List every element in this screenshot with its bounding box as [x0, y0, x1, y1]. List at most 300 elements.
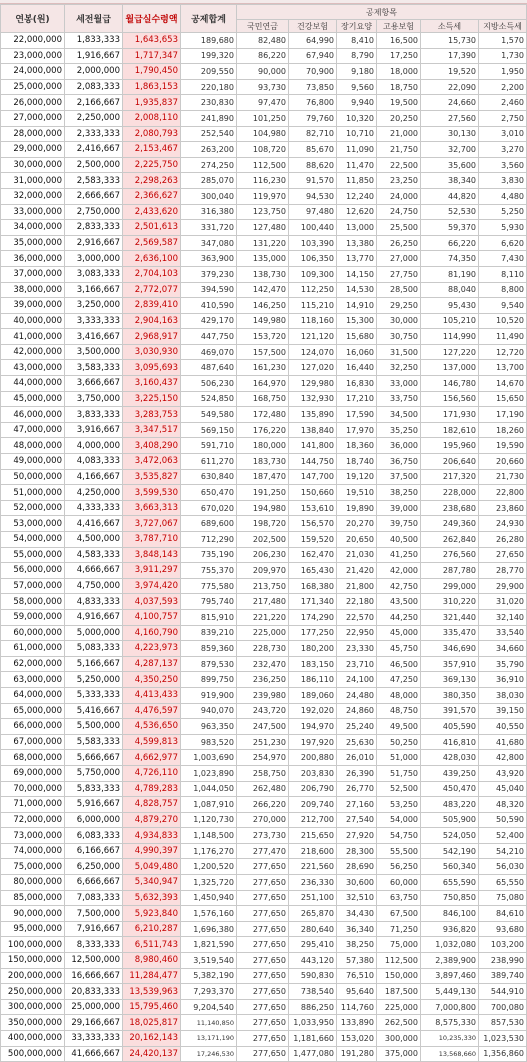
- table-row: [1, 859, 527, 875]
- cell-ltc: 24,860: [337, 703, 377, 719]
- cell-ltc: 26,770: [337, 781, 377, 797]
- table-row: [1, 391, 527, 407]
- cell-income-tax: 22,090: [421, 79, 479, 95]
- cell-annual-salary: 35,000,000: [1, 235, 65, 251]
- cell-deduction-total: 940,070: [181, 703, 237, 719]
- cell-deduction-total: 300,040: [181, 188, 237, 204]
- cell-deduction-total: 410,590: [181, 298, 237, 314]
- cell-monthly-net: 2,433,620: [123, 204, 181, 220]
- cell-monthly-net: 3,663,313: [123, 500, 181, 516]
- cell-monthly-net: 3,727,067: [123, 516, 181, 532]
- cell-employment: 20,250: [377, 110, 421, 126]
- cell-ltc: 13,770: [337, 251, 377, 267]
- cell-employment: 67,500: [377, 906, 421, 922]
- table-row: [1, 578, 527, 594]
- cell-deduction-total: 1,023,890: [181, 765, 237, 781]
- cell-annual-salary: 45,000,000: [1, 391, 65, 407]
- cell-annual-salary: 48,000,000: [1, 438, 65, 454]
- cell-deduction-total: 1,120,730: [181, 812, 237, 828]
- table-row: [1, 719, 527, 735]
- cell-monthly-net: 11,284,477: [123, 968, 181, 984]
- cell-ltc: 21,030: [337, 547, 377, 563]
- cell-ltc: 36,340: [337, 921, 377, 937]
- cell-health: 91,570: [289, 173, 337, 189]
- cell-income-tax: 483,220: [421, 797, 479, 813]
- cell-deduction-total: 815,910: [181, 609, 237, 625]
- cell-income-tax: 114,990: [421, 329, 479, 345]
- cell-employment: 49,500: [377, 719, 421, 735]
- cell-annual-salary: 29,000,000: [1, 142, 65, 158]
- cell-monthly-net: 4,934,833: [123, 828, 181, 844]
- cell-health: 141,800: [289, 438, 337, 454]
- cell-annual-salary: 80,000,000: [1, 875, 65, 891]
- cell-pension: 228,730: [237, 641, 289, 657]
- cell-health: 171,340: [289, 594, 337, 610]
- table-row: [1, 563, 527, 579]
- cell-ltc: 17,970: [337, 422, 377, 438]
- cell-ltc: 9,180: [337, 64, 377, 80]
- cell-annual-salary: 31,000,000: [1, 173, 65, 189]
- cell-income-tax: 88,040: [421, 282, 479, 298]
- cell-annual-salary: 46,000,000: [1, 407, 65, 423]
- cell-pension: 258,750: [237, 765, 289, 781]
- cell-health: 174,290: [289, 609, 337, 625]
- table-row: [1, 251, 527, 267]
- cell-pension: 108,720: [237, 142, 289, 158]
- cell-ltc: 8,790: [337, 48, 377, 64]
- cell-monthly-net: 2,772,077: [123, 282, 181, 298]
- cell-deduction-total: 3,519,540: [181, 953, 237, 969]
- cell-deduction-total: 1,325,720: [181, 875, 237, 891]
- cell-income-tax: 137,000: [421, 360, 479, 376]
- cell-income-tax: 127,220: [421, 344, 479, 360]
- cell-monthly-gross: 5,083,333: [65, 641, 123, 657]
- cell-employment: 26,250: [377, 235, 421, 251]
- cell-monthly-net: 5,049,480: [123, 859, 181, 875]
- cell-income-tax: 19,520: [421, 64, 479, 80]
- cell-local-tax: 28,770: [479, 563, 527, 579]
- cell-annual-salary: 64,000,000: [1, 687, 65, 703]
- cell-deduction-total: 9,204,540: [181, 999, 237, 1015]
- cell-income-tax: 380,350: [421, 687, 479, 703]
- cell-monthly-net: 2,225,750: [123, 157, 181, 173]
- cell-income-tax: 524,050: [421, 828, 479, 844]
- cell-monthly-gross: 2,416,667: [65, 142, 123, 158]
- cell-employment: 27,750: [377, 266, 421, 282]
- cell-ltc: 13,380: [337, 235, 377, 251]
- cell-income-tax: 505,900: [421, 812, 479, 828]
- cell-local-tax: 15,650: [479, 391, 527, 407]
- cell-monthly-gross: 2,833,333: [65, 220, 123, 236]
- cell-monthly-gross: 3,250,000: [65, 298, 123, 314]
- cell-employment: 75,000: [377, 937, 421, 953]
- cell-ltc: 17,210: [337, 391, 377, 407]
- cell-health: 221,560: [289, 859, 337, 875]
- cell-local-tax: 3,560: [479, 157, 527, 173]
- cell-employment: 19,500: [377, 95, 421, 111]
- cell-employment: 38,250: [377, 485, 421, 501]
- cell-ltc: 25,240: [337, 719, 377, 735]
- cell-monthly-gross: 12,500,000: [65, 953, 123, 969]
- cell-local-tax: 10,520: [479, 313, 527, 329]
- cell-monthly-gross: 2,500,000: [65, 157, 123, 173]
- cell-health: 189,060: [289, 687, 337, 703]
- table-row: [1, 828, 527, 844]
- cell-monthly-net: 2,636,100: [123, 251, 181, 267]
- cell-income-tax: 8,575,330: [421, 1015, 479, 1031]
- cell-income-tax: 15,730: [421, 33, 479, 49]
- cell-monthly-gross: 3,000,000: [65, 251, 123, 267]
- header-annual-salary: 연봉(원): [1, 5, 65, 33]
- cell-employment: 24,750: [377, 204, 421, 220]
- cell-local-tax: 26,280: [479, 532, 527, 548]
- cell-deduction-total: 1,148,500: [181, 828, 237, 844]
- table-row: [1, 48, 527, 64]
- cell-annual-salary: 33,000,000: [1, 204, 65, 220]
- table-row: [1, 656, 527, 672]
- cell-deduction-total: 199,320: [181, 48, 237, 64]
- cell-ltc: 23,710: [337, 656, 377, 672]
- cell-deduction-total: 230,830: [181, 95, 237, 111]
- table-row: [1, 921, 527, 937]
- cell-monthly-net: 2,839,410: [123, 298, 181, 314]
- cell-employment: 34,500: [377, 407, 421, 423]
- cell-monthly-net: 2,904,163: [123, 313, 181, 329]
- header-employment: 고용보험: [377, 20, 421, 33]
- cell-health: 206,790: [289, 781, 337, 797]
- cell-health: 265,870: [289, 906, 337, 922]
- cell-local-tax: 7,430: [479, 251, 527, 267]
- header-monthly-gross: 세전월급: [65, 5, 123, 33]
- cell-ltc: 76,510: [337, 968, 377, 984]
- cell-monthly-net: 20,162,143: [123, 1031, 181, 1047]
- cell-health: 73,850: [289, 79, 337, 95]
- cell-pension: 277,650: [237, 1015, 289, 1031]
- cell-employment: 29,250: [377, 298, 421, 314]
- cell-monthly-gross: 4,000,000: [65, 438, 123, 454]
- cell-ltc: 57,380: [337, 953, 377, 969]
- cell-local-tax: 56,030: [479, 859, 527, 875]
- cell-annual-salary: 22,000,000: [1, 33, 65, 49]
- cell-local-tax: 3,010: [479, 126, 527, 142]
- cell-pension: 254,970: [237, 750, 289, 766]
- table-row: [1, 407, 527, 423]
- table-row: [1, 516, 527, 532]
- cell-income-tax: 13,568,660: [421, 1046, 479, 1062]
- cell-monthly-gross: 41,666,667: [65, 1046, 123, 1062]
- cell-employment: 46,500: [377, 656, 421, 672]
- cell-pension: 194,980: [237, 500, 289, 516]
- cell-local-tax: 14,670: [479, 376, 527, 392]
- cell-pension: 217,480: [237, 594, 289, 610]
- cell-local-tax: 24,930: [479, 516, 527, 532]
- cell-deduction-total: 1,200,520: [181, 859, 237, 875]
- cell-income-tax: 276,560: [421, 547, 479, 563]
- cell-income-tax: 750,850: [421, 890, 479, 906]
- cell-income-tax: 262,840: [421, 532, 479, 548]
- cell-health: 100,440: [289, 220, 337, 236]
- cell-local-tax: 2,200: [479, 79, 527, 95]
- cell-annual-salary: 39,000,000: [1, 298, 65, 314]
- cell-income-tax: 346,690: [421, 641, 479, 657]
- cell-employment: 32,250: [377, 360, 421, 376]
- cell-income-tax: 655,590: [421, 875, 479, 891]
- cell-local-tax: 9,540: [479, 298, 527, 314]
- cell-health: 218,600: [289, 843, 337, 859]
- cell-annual-salary: 400,000,000: [1, 1031, 65, 1047]
- cell-monthly-gross: 3,583,333: [65, 360, 123, 376]
- cell-income-tax: 74,350: [421, 251, 479, 267]
- cell-monthly-gross: 1,833,333: [65, 33, 123, 49]
- cell-health: 203,830: [289, 765, 337, 781]
- cell-monthly-net: 1,935,837: [123, 95, 181, 111]
- cell-annual-salary: 51,000,000: [1, 485, 65, 501]
- cell-ltc: 14,150: [337, 266, 377, 282]
- cell-annual-salary: 49,000,000: [1, 454, 65, 470]
- cell-deduction-total: 591,710: [181, 438, 237, 454]
- table-row: [1, 875, 527, 891]
- cell-income-tax: 299,000: [421, 578, 479, 594]
- cell-monthly-net: 2,704,103: [123, 266, 181, 282]
- table-row: [1, 734, 527, 750]
- cell-local-tax: 42,800: [479, 750, 527, 766]
- cell-health: 144,750: [289, 454, 337, 470]
- cell-pension: 225,000: [237, 625, 289, 641]
- cell-annual-salary: 100,000,000: [1, 937, 65, 953]
- table-row: [1, 500, 527, 516]
- cell-health: 168,380: [289, 578, 337, 594]
- cell-monthly-gross: 2,916,667: [65, 235, 123, 251]
- cell-monthly-gross: 7,500,000: [65, 906, 123, 922]
- cell-deduction-total: 487,640: [181, 360, 237, 376]
- cell-ltc: 14,910: [337, 298, 377, 314]
- cell-income-tax: 936,820: [421, 921, 479, 937]
- table-row: [1, 641, 527, 657]
- cell-monthly-gross: 5,000,000: [65, 625, 123, 641]
- cell-pension: 221,220: [237, 609, 289, 625]
- cell-employment: 28,500: [377, 282, 421, 298]
- table-row: [1, 469, 527, 485]
- table-row: [1, 1015, 527, 1031]
- cell-ltc: 22,950: [337, 625, 377, 641]
- cell-annual-salary: 67,000,000: [1, 734, 65, 750]
- cell-annual-salary: 57,000,000: [1, 578, 65, 594]
- cell-pension: 146,250: [237, 298, 289, 314]
- cell-deduction-total: 469,070: [181, 344, 237, 360]
- cell-local-tax: 40,550: [479, 719, 527, 735]
- cell-deduction-total: 1,576,160: [181, 906, 237, 922]
- cell-annual-salary: 38,000,000: [1, 282, 65, 298]
- cell-health: 197,920: [289, 734, 337, 750]
- cell-income-tax: 846,100: [421, 906, 479, 922]
- cell-monthly-gross: 3,500,000: [65, 344, 123, 360]
- cell-income-tax: 560,340: [421, 859, 479, 875]
- table-row: [1, 687, 527, 703]
- cell-local-tax: 75,080: [479, 890, 527, 906]
- cell-local-tax: 93,680: [479, 921, 527, 937]
- cell-income-tax: 391,570: [421, 703, 479, 719]
- cell-monthly-gross: 7,916,667: [65, 921, 123, 937]
- cell-ltc: 16,830: [337, 376, 377, 392]
- cell-health: 94,530: [289, 188, 337, 204]
- cell-deduction-total: 331,720: [181, 220, 237, 236]
- cell-health: 135,890: [289, 407, 337, 423]
- cell-pension: 198,720: [237, 516, 289, 532]
- cell-annual-salary: 42,000,000: [1, 344, 65, 360]
- cell-pension: 191,250: [237, 485, 289, 501]
- cell-annual-salary: 61,000,000: [1, 641, 65, 657]
- cell-monthly-gross: 6,166,667: [65, 843, 123, 859]
- cell-monthly-gross: 2,666,667: [65, 188, 123, 204]
- cell-deduction-total: 963,350: [181, 719, 237, 735]
- cell-local-tax: 33,540: [479, 625, 527, 641]
- cell-deduction-total: 549,580: [181, 407, 237, 423]
- cell-deduction-total: 1,450,940: [181, 890, 237, 906]
- cell-employment: 52,500: [377, 781, 421, 797]
- cell-income-tax: 95,430: [421, 298, 479, 314]
- cell-pension: 277,650: [237, 875, 289, 891]
- cell-health: 200,880: [289, 750, 337, 766]
- cell-local-tax: 21,730: [479, 469, 527, 485]
- table-row: [1, 547, 527, 563]
- table-row: [1, 313, 527, 329]
- cell-employment: 150,000: [377, 968, 421, 984]
- cell-health: 124,070: [289, 344, 337, 360]
- cell-pension: 142,470: [237, 282, 289, 298]
- cell-annual-salary: 58,000,000: [1, 594, 65, 610]
- cell-monthly-gross: 4,916,667: [65, 609, 123, 625]
- cell-monthly-net: 4,599,813: [123, 734, 181, 750]
- cell-pension: 131,220: [237, 235, 289, 251]
- cell-local-tax: 41,680: [479, 734, 527, 750]
- cell-health: 183,150: [289, 656, 337, 672]
- cell-health: 138,840: [289, 422, 337, 438]
- cell-ltc: 14,530: [337, 282, 377, 298]
- cell-monthly-net: 2,366,627: [123, 188, 181, 204]
- cell-annual-salary: 53,000,000: [1, 516, 65, 532]
- cell-employment: 51,750: [377, 765, 421, 781]
- cell-deduction-total: 983,520: [181, 734, 237, 750]
- cell-annual-salary: 68,000,000: [1, 750, 65, 766]
- cell-monthly-gross: 5,333,333: [65, 687, 123, 703]
- cell-annual-salary: 25,000,000: [1, 79, 65, 95]
- cell-monthly-gross: 4,166,667: [65, 469, 123, 485]
- table-row: [1, 906, 527, 922]
- cell-local-tax: 19,590: [479, 438, 527, 454]
- cell-local-tax: 3,270: [479, 142, 527, 158]
- cell-monthly-net: 4,789,283: [123, 781, 181, 797]
- cell-monthly-gross: 4,500,000: [65, 532, 123, 548]
- cell-ltc: 153,020: [337, 1031, 377, 1047]
- cell-employment: 45,000: [377, 625, 421, 641]
- cell-deduction-total: 347,080: [181, 235, 237, 251]
- cell-monthly-gross: 4,416,667: [65, 516, 123, 532]
- table-row: [1, 532, 527, 548]
- table-row: [1, 204, 527, 220]
- cell-monthly-net: 4,223,973: [123, 641, 181, 657]
- cell-health: 280,640: [289, 921, 337, 937]
- cell-ltc: 10,320: [337, 110, 377, 126]
- cell-health: 738,540: [289, 984, 337, 1000]
- cell-annual-salary: 69,000,000: [1, 765, 65, 781]
- cell-annual-salary: 350,000,000: [1, 1015, 65, 1031]
- cell-employment: 44,250: [377, 609, 421, 625]
- cell-employment: 35,250: [377, 422, 421, 438]
- cell-annual-salary: 27,000,000: [1, 110, 65, 126]
- cell-ltc: 9,560: [337, 79, 377, 95]
- cell-pension: 123,750: [237, 204, 289, 220]
- table-row: [1, 188, 527, 204]
- cell-employment: 25,500: [377, 220, 421, 236]
- table-row: [1, 812, 527, 828]
- cell-employment: 36,000: [377, 438, 421, 454]
- cell-local-tax: 36,910: [479, 672, 527, 688]
- cell-monthly-net: 3,095,693: [123, 360, 181, 376]
- cell-ltc: 15,300: [337, 313, 377, 329]
- cell-annual-salary: 59,000,000: [1, 609, 65, 625]
- cell-pension: 243,720: [237, 703, 289, 719]
- cell-monthly-gross: 4,666,667: [65, 563, 123, 579]
- cell-local-tax: 1,570: [479, 33, 527, 49]
- cell-ltc: 12,240: [337, 188, 377, 204]
- cell-local-tax: 8,800: [479, 282, 527, 298]
- cell-ltc: 26,390: [337, 765, 377, 781]
- cell-health: 147,700: [289, 469, 337, 485]
- cell-health: 886,250: [289, 999, 337, 1015]
- cell-health: 88,620: [289, 157, 337, 173]
- cell-monthly-gross: 3,666,667: [65, 376, 123, 392]
- table-row: [1, 1046, 527, 1062]
- cell-annual-salary: 150,000,000: [1, 953, 65, 969]
- cell-monthly-gross: 2,000,000: [65, 64, 123, 80]
- table-row: [1, 438, 527, 454]
- cell-local-tax: 35,790: [479, 656, 527, 672]
- salary-table-body: [1, 33, 527, 1062]
- cell-local-tax: 65,550: [479, 875, 527, 891]
- table-row: [1, 765, 527, 781]
- cell-pension: 262,480: [237, 781, 289, 797]
- cell-health: 76,800: [289, 95, 337, 111]
- cell-ltc: 17,590: [337, 407, 377, 423]
- cell-health: 159,520: [289, 532, 337, 548]
- table-row: [1, 344, 527, 360]
- cell-pension: 277,650: [237, 890, 289, 906]
- cell-health: 162,470: [289, 547, 337, 563]
- cell-deduction-total: 11,140,850: [181, 1015, 237, 1031]
- cell-monthly-gross: 5,750,000: [65, 765, 123, 781]
- cell-health: 112,250: [289, 282, 337, 298]
- cell-health: 150,660: [289, 485, 337, 501]
- cell-ltc: 28,690: [337, 859, 377, 875]
- cell-annual-salary: 200,000,000: [1, 968, 65, 984]
- header-monthly-net: 월급실수령액: [123, 5, 181, 33]
- cell-health: 132,930: [289, 391, 337, 407]
- cell-pension: 232,470: [237, 656, 289, 672]
- cell-deduction-total: 241,890: [181, 110, 237, 126]
- cell-ltc: 27,540: [337, 812, 377, 828]
- cell-employment: 60,000: [377, 875, 421, 891]
- header-income-tax: 소득세: [421, 20, 479, 33]
- cell-ltc: 38,250: [337, 937, 377, 953]
- cell-pension: 104,980: [237, 126, 289, 142]
- cell-health: 79,760: [289, 110, 337, 126]
- cell-monthly-gross: 7,083,333: [65, 890, 123, 906]
- cell-income-tax: 428,030: [421, 750, 479, 766]
- cell-health: 67,940: [289, 48, 337, 64]
- header-health: 건강보험: [289, 20, 337, 33]
- cell-employment: 39,000: [377, 500, 421, 516]
- table-row: [1, 454, 527, 470]
